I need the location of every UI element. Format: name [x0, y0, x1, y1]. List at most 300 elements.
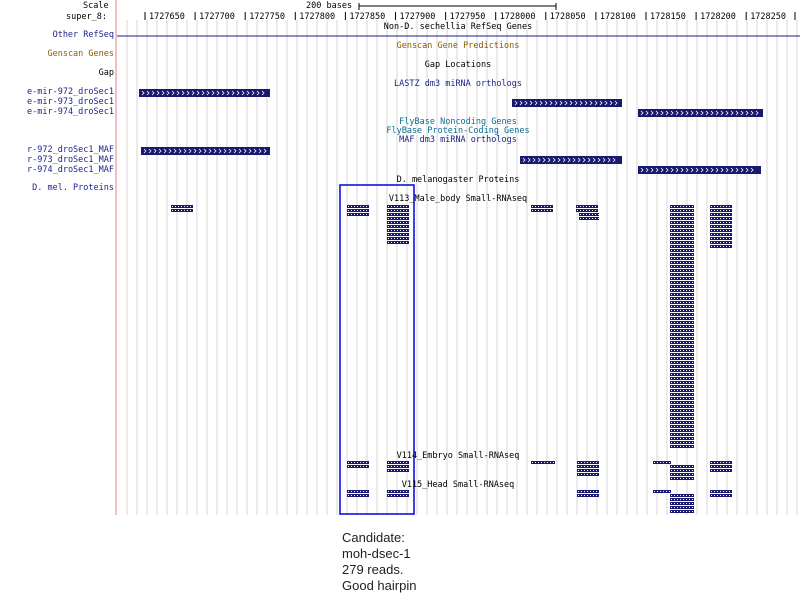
read-dot: [580, 218, 581, 219]
read-dot: [674, 222, 675, 223]
read-dot: [595, 210, 596, 211]
read-dot: [729, 206, 730, 207]
read-dot: [584, 466, 585, 467]
read-dot: [680, 390, 681, 391]
label-maf-972[interactable]: r-972_droSec1_MAF: [27, 145, 114, 155]
read-dot: [680, 362, 681, 363]
read-dot: [394, 206, 395, 207]
small-rna-read: [670, 397, 694, 400]
read-dot: [592, 218, 593, 219]
read-dot: [589, 214, 590, 215]
read-dot: [714, 222, 715, 223]
small-rna-read: [670, 473, 694, 476]
read-dot: [692, 346, 693, 347]
read-dot: [686, 206, 687, 207]
read-dot: [686, 470, 687, 471]
read-dot: [391, 218, 392, 219]
read-dot: [689, 394, 690, 395]
read-dot: [586, 218, 587, 219]
read-dot: [680, 314, 681, 315]
small-rna-read: [653, 461, 671, 464]
read-dot: [726, 218, 727, 219]
small-rna-read: [670, 257, 694, 260]
read-dot: [388, 466, 389, 467]
read-dot: [680, 394, 681, 395]
read-dot: [677, 394, 678, 395]
read-dot: [689, 406, 690, 407]
read-dot: [683, 314, 684, 315]
read-dot: [680, 434, 681, 435]
small-rna-read: [670, 333, 694, 336]
read-dot: [717, 218, 718, 219]
read-dot: [689, 234, 690, 235]
read-dot: [723, 214, 724, 215]
read-dot: [711, 470, 712, 471]
read-dot: [729, 491, 730, 492]
read-dot: [677, 366, 678, 367]
read-dot: [674, 418, 675, 419]
read-dot: [671, 222, 672, 223]
read-dot: [689, 286, 690, 287]
read-dot: [589, 206, 590, 207]
read-dot: [720, 491, 721, 492]
read-dot: [671, 354, 672, 355]
read-dot: [686, 254, 687, 255]
read-dot: [729, 226, 730, 227]
read-dot: [584, 462, 585, 463]
read-dot: [680, 430, 681, 431]
read-dot: [692, 366, 693, 367]
read-dot: [717, 238, 718, 239]
small-rna-read: [670, 233, 694, 236]
read-dot: [674, 226, 675, 227]
read-dot: [671, 286, 672, 287]
read-dot: [181, 206, 182, 207]
read-dot: [590, 466, 591, 467]
read-dot: [674, 499, 675, 500]
read-dot: [686, 466, 687, 467]
read-dot: [680, 222, 681, 223]
read-dot: [674, 503, 675, 504]
read-dot: [674, 370, 675, 371]
read-dot: [671, 302, 672, 303]
read-dot: [397, 222, 398, 223]
read-dot: [674, 382, 675, 383]
read-dot: [388, 470, 389, 471]
label-other-refseq[interactable]: Other RefSeq: [52, 30, 114, 40]
read-dot: [400, 222, 401, 223]
read-dot: [403, 214, 404, 215]
read-dot: [671, 206, 672, 207]
read-dot: [680, 322, 681, 323]
label-mir-974[interactable]: e-mir-974_droSec1: [27, 107, 114, 117]
read-dot: [714, 238, 715, 239]
read-dot: [689, 410, 690, 411]
small-rna-read: [670, 361, 694, 364]
read-dot: [686, 390, 687, 391]
read-dot: [686, 338, 687, 339]
small-rna-read: [670, 269, 694, 272]
read-dot: [723, 470, 724, 471]
read-dot: [577, 210, 578, 211]
read-dot: [686, 402, 687, 403]
read-dot: [596, 466, 597, 467]
read-dot: [680, 242, 681, 243]
read-dot: [683, 394, 684, 395]
read-dot: [354, 466, 355, 467]
read-dot: [723, 218, 724, 219]
small-rna-read: [670, 437, 694, 440]
small-rna-read: [670, 209, 694, 212]
read-dot: [714, 495, 715, 496]
read-dot: [677, 442, 678, 443]
read-dot: [683, 434, 684, 435]
read-dot: [671, 338, 672, 339]
read-dot: [366, 462, 367, 463]
read-dot: [689, 258, 690, 259]
read-dot: [689, 318, 690, 319]
read-dot: [723, 210, 724, 211]
read-dot: [723, 246, 724, 247]
small-rna-read: [670, 510, 694, 513]
read-dot: [677, 230, 678, 231]
read-dot: [181, 210, 182, 211]
small-rna-read: [670, 317, 694, 320]
read-dot: [403, 466, 404, 467]
read-dot: [686, 274, 687, 275]
read-dot: [692, 338, 693, 339]
small-rna-read: [670, 301, 694, 304]
read-dot: [400, 210, 401, 211]
read-dot: [686, 442, 687, 443]
read-dot: [717, 214, 718, 215]
small-rna-read: [670, 277, 694, 280]
read-dot: [692, 230, 693, 231]
read-dot: [584, 495, 585, 496]
read-dot: [677, 314, 678, 315]
read-dot: [593, 462, 594, 463]
label-dmel-proteins[interactable]: D. mel. Proteins: [32, 183, 114, 193]
read-dot: [686, 446, 687, 447]
read-dot: [581, 466, 582, 467]
read-dot: [394, 230, 395, 231]
read-dot: [357, 462, 358, 463]
read-dot: [686, 318, 687, 319]
read-dot: [692, 426, 693, 427]
read-dot: [689, 434, 690, 435]
label-mir-972[interactable]: e-mir-972_droSec1: [27, 87, 114, 97]
read-dot: [657, 491, 658, 492]
small-rna-read: [670, 421, 694, 424]
read-dot: [680, 218, 681, 219]
read-dot: [686, 218, 687, 219]
read-dot: [674, 346, 675, 347]
read-dot: [726, 491, 727, 492]
read-dot: [671, 466, 672, 467]
read-dot: [680, 250, 681, 251]
read-dot: [692, 266, 693, 267]
read-dot: [391, 234, 392, 235]
read-dot: [686, 246, 687, 247]
read-dot: [720, 222, 721, 223]
read-dot: [674, 507, 675, 508]
read-dot: [674, 206, 675, 207]
read-dot: [686, 499, 687, 500]
small-rna-read: [670, 221, 694, 224]
read-dot: [671, 310, 672, 311]
read-dot: [683, 442, 684, 443]
title-flybase-protein: FlyBase Protein-Coding Genes: [386, 126, 530, 136]
read-dot: [723, 466, 724, 467]
read-dot: [674, 434, 675, 435]
read-dot: [711, 222, 712, 223]
read-dot: [692, 294, 693, 295]
read-dot: [689, 334, 690, 335]
read-dot: [403, 491, 404, 492]
read-dot: [577, 206, 578, 207]
small-rna-read: [670, 369, 694, 372]
read-dot: [677, 342, 678, 343]
read-dot: [175, 206, 176, 207]
label-maf-973[interactable]: r-973_droSec1_MAF: [27, 155, 114, 165]
read-dot: [578, 495, 579, 496]
read-dot: [397, 230, 398, 231]
read-dot: [677, 350, 678, 351]
read-dot: [686, 394, 687, 395]
read-dot: [717, 206, 718, 207]
read-dot: [717, 234, 718, 235]
read-dot: [714, 230, 715, 231]
small-rna-read: [670, 325, 694, 328]
read-dot: [397, 470, 398, 471]
label-gap[interactable]: Gap: [98, 68, 114, 78]
read-dot: [680, 442, 681, 443]
read-dot: [587, 491, 588, 492]
read-dot: [686, 294, 687, 295]
read-dot: [683, 286, 684, 287]
read-dot: [723, 242, 724, 243]
read-dot: [677, 378, 678, 379]
read-dot: [692, 274, 693, 275]
read-dot: [683, 338, 684, 339]
read-dot: [686, 270, 687, 271]
small-rna-read: [670, 385, 694, 388]
read-dot: [400, 214, 401, 215]
small-rna-read: [670, 405, 694, 408]
read-dot: [720, 462, 721, 463]
read-dot: [689, 254, 690, 255]
read-dot: [677, 218, 678, 219]
read-dot: [692, 306, 693, 307]
read-dot: [683, 474, 684, 475]
read-dot: [686, 362, 687, 363]
read-dot: [686, 350, 687, 351]
read-dot: [720, 495, 721, 496]
read-dot: [406, 210, 407, 211]
read-dot: [729, 222, 730, 223]
read-dot: [590, 470, 591, 471]
read-dot: [532, 206, 533, 207]
read-dot: [674, 410, 675, 411]
read-dot: [680, 474, 681, 475]
read-dot: [406, 491, 407, 492]
read-dot: [674, 218, 675, 219]
read-dot: [360, 214, 361, 215]
read-dot: [671, 507, 672, 508]
read-dot: [686, 398, 687, 399]
read-dot: [677, 390, 678, 391]
title-v115: V115_Head Small-RNAseq: [401, 480, 515, 490]
read-dot: [363, 491, 364, 492]
ruler-position-label: 1728150: [650, 12, 686, 22]
read-dot: [692, 466, 693, 467]
read-dot: [729, 238, 730, 239]
read-dot: [717, 230, 718, 231]
read-dot: [671, 290, 672, 291]
read-dot: [583, 206, 584, 207]
read-dot: [689, 350, 690, 351]
read-dot: [680, 406, 681, 407]
read-dot: [683, 478, 684, 479]
read-dot: [683, 382, 684, 383]
label-genscan-genes[interactable]: Genscan Genes: [47, 49, 114, 59]
read-dot: [683, 282, 684, 283]
read-dot: [674, 290, 675, 291]
small-rna-read: [670, 297, 694, 300]
read-dot: [683, 258, 684, 259]
read-dot: [692, 406, 693, 407]
read-dot: [535, 206, 536, 207]
read-dot: [689, 418, 690, 419]
read-dot: [391, 491, 392, 492]
read-dot: [587, 470, 588, 471]
read-dot: [400, 238, 401, 239]
label-mir-973[interactable]: e-mir-973_droSec1: [27, 97, 114, 107]
label-maf-974[interactable]: r-974_droSec1_MAF: [27, 165, 114, 175]
read-dot: [686, 302, 687, 303]
read-dot: [190, 206, 191, 207]
read-dot: [680, 478, 681, 479]
read-dot: [674, 442, 675, 443]
read-dot: [717, 226, 718, 227]
title-gap: Gap Locations: [424, 60, 492, 70]
read-dot: [689, 222, 690, 223]
read-dot: [394, 495, 395, 496]
read-dot: [674, 302, 675, 303]
read-dot: [671, 362, 672, 363]
read-dot: [674, 386, 675, 387]
small-rna-read: [670, 217, 694, 220]
read-dot: [683, 406, 684, 407]
read-dot: [683, 290, 684, 291]
ruler-position-label: 1727950: [449, 12, 486, 22]
read-dot: [686, 222, 687, 223]
small-rna-read: [670, 345, 694, 348]
read-dot: [366, 491, 367, 492]
read-dot: [689, 386, 690, 387]
read-dot: [689, 330, 690, 331]
read-dot: [671, 266, 672, 267]
read-dot: [592, 206, 593, 207]
read-dot: [366, 466, 367, 467]
ruler-position-label: 1728050: [549, 12, 586, 22]
read-dot: [692, 330, 693, 331]
read-dot: [388, 230, 389, 231]
read-dot: [660, 491, 661, 492]
read-dot: [671, 386, 672, 387]
small-rna-read: [670, 253, 694, 256]
read-dot: [686, 278, 687, 279]
read-dot: [671, 426, 672, 427]
read-dot: [692, 398, 693, 399]
read-dot: [692, 418, 693, 419]
small-rna-read: [670, 293, 694, 296]
read-dot: [403, 234, 404, 235]
read-dot: [680, 302, 681, 303]
read-dot: [689, 354, 690, 355]
read-dot: [596, 470, 597, 471]
read-dot: [674, 262, 675, 263]
read-dot: [692, 262, 693, 263]
read-dot: [683, 230, 684, 231]
scale-bar-text: 200 bases: [306, 1, 353, 11]
read-dot: [677, 318, 678, 319]
read-dot: [397, 226, 398, 227]
read-dot: [689, 374, 690, 375]
read-dot: [674, 234, 675, 235]
read-dot: [660, 462, 661, 463]
read-dot: [595, 218, 596, 219]
read-dot: [184, 206, 185, 207]
read-dot: [674, 422, 675, 423]
read-dot: [689, 370, 690, 371]
read-dot: [692, 210, 693, 211]
read-dot: [586, 206, 587, 207]
read-dot: [711, 491, 712, 492]
read-dot: [583, 214, 584, 215]
small-rna-read: [670, 389, 694, 392]
read-dot: [689, 210, 690, 211]
read-dot: [671, 358, 672, 359]
read-dot: [680, 382, 681, 383]
read-dot: [583, 210, 584, 211]
read-dot: [723, 462, 724, 463]
read-dot: [677, 298, 678, 299]
read-dot: [348, 491, 349, 492]
read-dot: [686, 286, 687, 287]
read-dot: [686, 346, 687, 347]
read-dot: [674, 374, 675, 375]
read-dot: [683, 438, 684, 439]
read-dot: [683, 262, 684, 263]
read-dot: [394, 470, 395, 471]
read-dot: [692, 354, 693, 355]
read-dot: [366, 214, 367, 215]
read-dot: [683, 378, 684, 379]
small-rna-read: [670, 337, 694, 340]
read-dot: [400, 491, 401, 492]
read-dot: [692, 270, 693, 271]
small-rna-read: [670, 401, 694, 404]
read-dot: [683, 270, 684, 271]
read-dot: [729, 230, 730, 231]
read-dot: [406, 218, 407, 219]
read-dot: [692, 322, 693, 323]
read-dot: [674, 430, 675, 431]
read-dot: [354, 210, 355, 211]
read-dot: [671, 446, 672, 447]
read-dot: [689, 238, 690, 239]
